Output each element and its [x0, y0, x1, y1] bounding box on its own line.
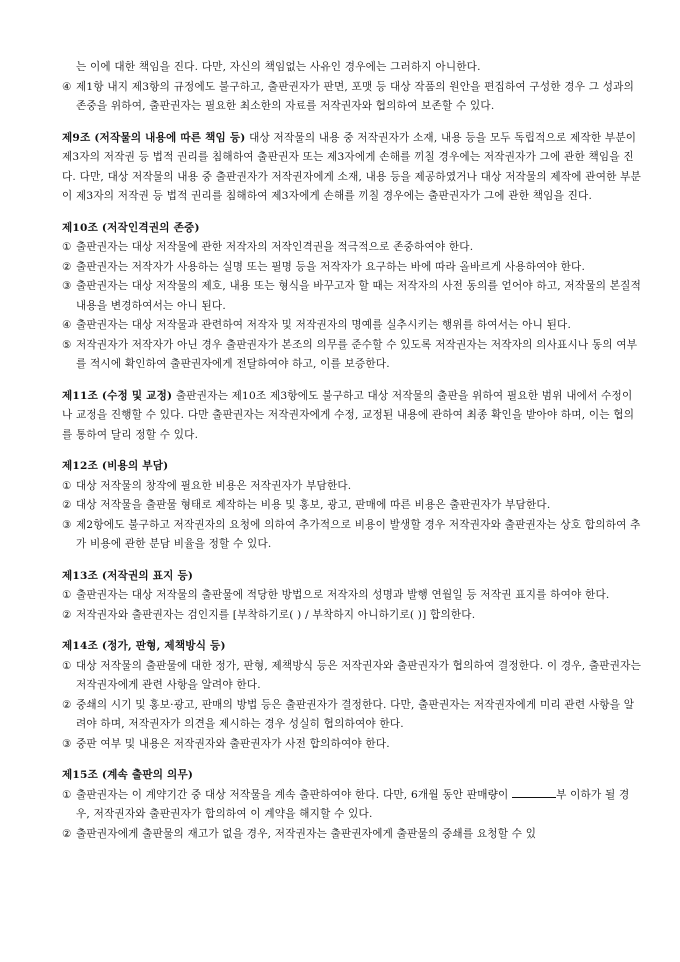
- item-number: ①: [62, 589, 72, 601]
- article-12: [62, 457, 642, 555]
- sales-threshold-blank[interactable]: [512, 786, 556, 798]
- item-text: 대상 저작물의 창작에 필요한 비용은 저작권자가 부담한다.: [76, 479, 352, 492]
- article-13-item-1: [62, 586, 642, 606]
- article-14-item-1: [62, 657, 642, 696]
- item-number: ②: [62, 827, 72, 840]
- article-9: [62, 129, 642, 207]
- article-9-title: 제9조 (저작물의 내용에 따른 책임 등): [62, 131, 246, 144]
- article-13-item-2: [62, 606, 642, 626]
- contract-body: [62, 58, 642, 844]
- continuation-text: 는 이에 대한 책임을 진다. 다만, 자신의 책임없는 사유인 경우에는 그러하지 아니한다.: [76, 61, 481, 73]
- article-10-item-5: [62, 336, 642, 375]
- item-text: 대상 저작물을 출판물 형태로 제작하는 비용 및 홍보, 광고, 판매에 따른 비용은 출판권자가 부담한다.: [76, 499, 551, 511]
- article-12-title: 제12조 (비용의 부담): [62, 460, 169, 472]
- article-15: [62, 766, 642, 844]
- article-10-title: 제10조 (저작인격권의 존중): [62, 221, 200, 234]
- item-number: ②: [62, 499, 72, 511]
- item-number: ②: [62, 260, 72, 273]
- article-13-title: 제13조 (저작권의 표지 등): [62, 569, 194, 582]
- item-text: 제2항에도 불구하고 저작권자의 요청에 의하여 추가적으로 비용이 발생할 경우 저작권자와 출판권자는 상호 합의하여 추가 비용에 관한 분담 비율을 정할 수 있다.: [76, 518, 641, 550]
- item-text: 제1항 내지 제3항의 규정에도 불구하고, 출판권자가 판면, 포맷 등 대상 작품의 원안을 편집하여 구성한 경우 그 성과의 존중을 위하여, 출판권자는 필요한 최소한의 자료를 저작권자와 협의하여 보존할 수 있다.: [76, 80, 635, 112]
- item-text: 중쇄의 시기 및 홍보·광고, 판매의 방법 등은 출판권자가 결정한다. 다만, 출판권자는 저작권자에게 미리 관련 사항을 알려야 하며, 저작권자가 의견을 제시하는 경우 성실히 협의하여야 한다.: [76, 698, 635, 730]
- article-14-title: 제14조 (정가, 판형, 제책방식 등): [62, 640, 226, 652]
- item-number: ④: [62, 319, 72, 331]
- item-number: ③: [62, 280, 72, 292]
- article-15-item-1: [62, 786, 642, 825]
- item-text: 출판권자에게 출판물의 재고가 없을 경우, 저작권자는 출판권자에게 출판물의 중쇄를 요청할 수 있: [76, 827, 537, 840]
- item-text: 저작권자가 저작자가 아닌 경우 출판권자가 본조의 의무를 준수할 수 있도록 저작권자는 저작자의 의사표시나 동의 여부를 적시에 확인하여 출판권자에게 전달하여야 하고, 이를 보증한다.: [76, 338, 638, 370]
- item-number: ①: [62, 479, 72, 492]
- item-text: 저작권자와 출판권자는 검인지를 [부착하기로( ) / 부착하지 아니하기로( )] 합의한다.: [76, 608, 476, 621]
- item-number: ②: [62, 608, 72, 621]
- item-text: 출판권자는 이 계약기간 중 대상 저작물을 계속 출판하여야 한다. 다만, 6개월 동안 판매량이: [76, 788, 509, 801]
- item-number: ⑤: [62, 338, 72, 351]
- article-10-item-1: [62, 238, 642, 258]
- article-11: [62, 387, 642, 446]
- article-15-item-2: [62, 825, 642, 845]
- article-14: [62, 637, 642, 754]
- item-number: ①: [62, 788, 72, 801]
- article-14-item-2: [62, 696, 642, 735]
- article-10: [62, 219, 642, 375]
- article-10-item-4: [62, 316, 642, 336]
- item-text: 중판 여부 및 내용은 저작권자와 출판권자가 사전 합의하여야 한다.: [76, 737, 390, 750]
- item-text: 출판권자는 대상 저작물과 관련하여 저작자 및 저작권자의 명예를 실추시키는 행위를 하여서는 아니 된다.: [76, 319, 572, 331]
- article-14-item-3: [62, 735, 642, 755]
- article-12-item-1: [62, 477, 642, 497]
- item-number: ③: [62, 518, 72, 531]
- article-11-body: 출판권자는 제10조 제3항에도 불구하고 대상 저작물의 출판을 위하여 필요한 범위 내에서 수정이나 교정을 진행할 수 있다. 다만 출판권자는 저작권자에게 수정, 교정된 내용에 관하여 최종 확인을 받아야 하며, 이는 협의를 통하여 달리 정할 수 있다.: [62, 389, 635, 441]
- item-text: 출판권자는 저작자가 사용하는 실명 또는 필명 등을 저작자가 요구하는 바에 따라 올바르게 사용하여야 한다.: [76, 260, 586, 273]
- article-10-item-3: [62, 277, 642, 316]
- item-text: 출판권자는 대상 저작물에 관한 저작자의 저작인격권을 적극적으로 존중하여야 한다.: [76, 241, 474, 253]
- item-text: 출판권자는 대상 저작물의 출판물에 적당한 방법으로 저작자의 성명과 발행 연월일 등 저작권 표지를 하여야 한다.: [76, 589, 610, 601]
- article-13: [62, 567, 642, 626]
- article-9-body: 대상 저작물의 내용 중 저작권자가 소재, 내용 등을 모두 독립적으로 제작한 부분이 제3자의 저작권 등 법적 권리를 침해하여 출판권자 또는 제3자에게 손해를 끼칠 경우에는 저작권자가 그에 관한 책임을 진다. 다만, 대상 저작물의 내용 중 출판권자가 저작권자에게 소재, 내용 등을 제공하였거나 대상 저작물의 제작에 관여한 부분이 제3자의 저작권 등 법적 권리를 침해하여 제3자에게 손해를 끼칠 경우에는 출판권자가 그에 관한 책임을 진다.: [62, 131, 642, 202]
- item-number: ③: [62, 737, 72, 750]
- item-number: ①: [62, 241, 72, 253]
- article-11-title: 제11조 (수정 및 교정): [62, 389, 173, 402]
- item-number: ②: [62, 698, 72, 711]
- article-15-title: 제15조 (계속 출판의 의무): [62, 769, 194, 781]
- item-text-cont: 부 이하가 될 경우, 저작권자와 출판권자가 합의하여 이 계약을 해지할 수 있다.: [76, 788, 630, 820]
- article-12-item-3: [62, 516, 642, 555]
- article-12-item-2: [62, 496, 642, 516]
- item-number: ①: [62, 659, 72, 672]
- article-10-item-2: [62, 258, 642, 278]
- item-text: 대상 저작물의 출판물에 대한 정가, 판형, 제책방식 등은 저작권자와 출판권자가 협의하여 결정한다. 이 경우, 출판권자는 저작권자에게 관련 사항을 알려야 한다.: [76, 659, 642, 691]
- article-11-paragraph: [62, 387, 642, 446]
- article8-item-4: [62, 78, 642, 117]
- item-text: 출판권자는 대상 저작물의 제호, 내용 또는 형식을 바꾸고자 할 때는 저작자의 사전 동의를 얻어야 하고, 저작물의 본질적 내용을 변경하여서는 아니 된다.: [76, 280, 642, 312]
- item-number: ④: [62, 80, 72, 93]
- article-9-paragraph: [62, 129, 642, 207]
